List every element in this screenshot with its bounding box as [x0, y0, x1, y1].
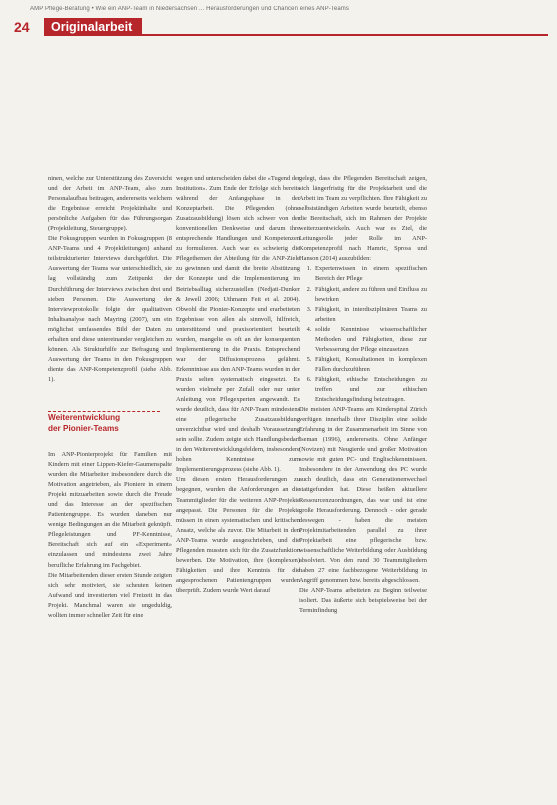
- paragraph: Die ANP-Teams arbeiteten zu Beginn teilweise isoliert. Das äußerte sich beispielsweise bei der Terminfindung: [299, 586, 427, 615]
- running-header: AMP Pflege-Beratung • Wie ein ANP-Team in Niedersachsen ... Herausforderungen und Chancen eines ANP-Teams: [30, 6, 349, 12]
- paragraph: ninen, welche zur Unterstützung des Zuversicht und der Arbeit im ANP-Team, also zum Personalaufbau beitragen, andererseits welchem die Ergebnisse erreicht Projektinhalte und persönliche Aufgaben für das Führungsorgan (Projektleitung, Steuergruppe).: [48, 175, 172, 233]
- header-rule: [142, 34, 548, 36]
- section-heading: [48, 411, 172, 434]
- paragraph: Um diesen ersten Herausforderungen zu begegnen, wurden die Anforderungen an die Teammitglieder für die weiteren ANP-Projekte angepasst. Die Personen für die Projekte müssen in einen systematischen und kritischen Ansatz, welche als zuvor. Die Mitarbeit in den ANP-Teams wurde ausgeschrieben, und die Pflegenden mussten sich für die Zusatzfunktion bewerben. Die Motivation, ihre (komplexen) Fähigkeiten und ihre Kenntnis für die angesprochenen Patientengruppen wurden überprüft. Zudem wurde Wert darauf: [176, 476, 300, 594]
- text-column-1: [48, 174, 172, 621]
- section-label: Originalarbeit: [44, 18, 142, 36]
- competency-list: [299, 264, 427, 405]
- heading-line: der Pionier-Teams: [48, 423, 119, 433]
- heading-line: Weiterentwicklung: [48, 412, 121, 422]
- paragraph: Die Fokusgruppen wurden in Fokusgruppen (8 ANP-Teams und 4 Projektleitungen) anhand teilstrukturierter Interviews durchgeführt. Die Auswertung der Teams war unterschiedlich, sie lag vollständig zum Zeitpunkt der Durchführung der Interviews zwischen drei und sieben Personen. Die Auswertung der Interviewprotokolle folgte der qualitativen Inhaltsanalyse nach Mayring (2007), um ein möglichst umfassendes Bild der Daten zu erhalten und diese untereinander vergleichen zu können. Als Strukturhilfe zur Befragung und Auswertung der Teams in den Fokusgruppen diente das ANP-Kompetenzprofil (siehe Abb. 1).: [48, 235, 172, 383]
- paragraph: Im ANP-Pionierprojekt für Familien mit Kindern mit einer Lippen-Kiefer-Gaumenspalte wurden die Mitarbeiter insbesondere durch die Motivation angetrieben, als Pioniere in einem Projekt mitzuarbeiten sowie durch die Freude und das Interesse an der spezifischen Patientengruppe. Es wurden daneben nur wenige Bedingungen an die Mitarbeit geknüpft. Pflegeleistungen und PF-Kenntnisse, Bereitschaft sich auf ein «Experiment» einzulassen und mindestens zwei Jahre berufliche Erfahrung im Fachgebiet.: [48, 450, 172, 569]
- paragraph: Die Mitarbeitenden dieser ersten Stunde zeigten sich sehr motiviert, sie scheuten keinen Aufwand und investierten viel Freizeit in das Projekt. Manchmal waren sie ungeduldig, wollten immer schneller Zeit für eine: [48, 571, 172, 619]
- paragraph: wegen und unterscheiden dabei die «Tugend der Institution». Zum Ende der Erfolge sich bereits während der Anfangsphase in der Konzeptarbeit. Die Pflegenden (ohne Zusatzausbildung) lösen sich schwer von der konventionellen Denkweise und darum ihre entsprechende Handlungen und Kompetenzen zu formulieren. Auch war es schwierig die Pflegethemen der Abteilung für die ANP-Ziele zu gewinnen und damit die breite Abstützung der Konzepte und die Implementierung im Betriebsalltag sicherzustellen (Nedjati-Dunker & Jewell 2006; Uthmann Feit et al. 2004). Obwohl die Pionier-Konzepte und erarbeiteten Ergebnisse von allen als sinnvoll, hilfreich, unterstützend und praxisorientiert beurteilt wurden, mangelte es oft an der konsequenten Implementierung in die Praxis. Entsprechend war der Diffusionsprozess gelähmt. Erkenntnisse aus den ANP-Teams wurden in der Praxis selten systematisch eingesetzt. Es wurden vielmehr per Zufall oder nur unter Anleitung von Pflegexperten angewandt. Es wurde deutlich, dass für ANP-Team mindestens eine pflegerische Zusatzausbildung unverzichtbar wird und deshalb Voraussetzung sein sollte. Zudem zeigte sich Handlungsbedarf in den Weiterentwicklungsfeldern, insbesondere hohen Kenntnisse zum Implementierungsprozess (siehe Abb. 1).: [176, 175, 300, 474]
- page-number: 24: [14, 19, 30, 35]
- text-column-3: [299, 174, 427, 616]
- list-item: 1. Expertenwissen in einem spezifischen Bereich der Pflege: [313, 264, 427, 284]
- text-column-2: [176, 174, 300, 596]
- list-item: 2. Fähigkeit, andere zu führen und Einfluss zu bewirken: [313, 285, 427, 305]
- paragraph: Die meisten ANP-Teams am Kinderspital Zürich verfügen innerhalb ihrer Disziplin eine solide Erfahrung in der Zusammenarbeit im Sinne von Iseman (1996), andererseits. Ohne Anfänger (Novizen) mit Neugierde und großer Motivation sowie mit guten PC- und Englischkenntnissen. Insbesondere in der Anwendung des PC wurde auch deutlich, dass ein Generationenwechsel stattgefunden hat. Diese heißen aktuellere Ressourcenzuordnungen, das war und ist eine große Herausforderung. Dennoch - oder gerade deswegen - haben die meisten Projektmitarbeitenden parallel zu ihrer Projektarbeit eine pflegerische bzw. wissenschaftliche Weiterbildung oder Ausbildung absolviert. Von den rund 30 Teammitgliedern haben 27 eine fachbezogene Weiterbildung in Angriff genommen bzw. bereits abgeschlossen.: [299, 406, 427, 584]
- paragraph: gelegt, dass die Pflegenden Bereitschaft zeigen, sich längerfristig für die Projektarbeit und die Arbeit im Team zu verpflichten. Ihre Fähigkeit zu selbstständigen Arbeiten wurde beurteilt, ebenso die Bereitschaft, sich im Rahmen der Projekte weiterzuentwickeln. Auch war es Ziel, die Leitungsrolle jeder Rolle im ANP-Kompetenzprofil nach Hamric, Spross und Hanson (2014) auszubilden:: [299, 175, 427, 263]
- header-bar: [8, 18, 548, 36]
- list-item: 3. Fähigkeit, in interdisziplinären Teams zu arbeiten: [313, 305, 427, 325]
- list-item: 6. Fähigkeit, ethische Entscheidungen zu treffen und zur ethischen Entscheidungsfindung beizutragen.: [313, 375, 427, 405]
- list-item: 4. solide Kenntnisse wissenschaftlicher Methoden und Fähigkeiten, diese zur Verbesserung der Pflege einzusetzen: [313, 325, 427, 355]
- list-item: 5. Fähigkeit, Konsultationen in komplexen Fällen durchzuführen: [313, 355, 427, 375]
